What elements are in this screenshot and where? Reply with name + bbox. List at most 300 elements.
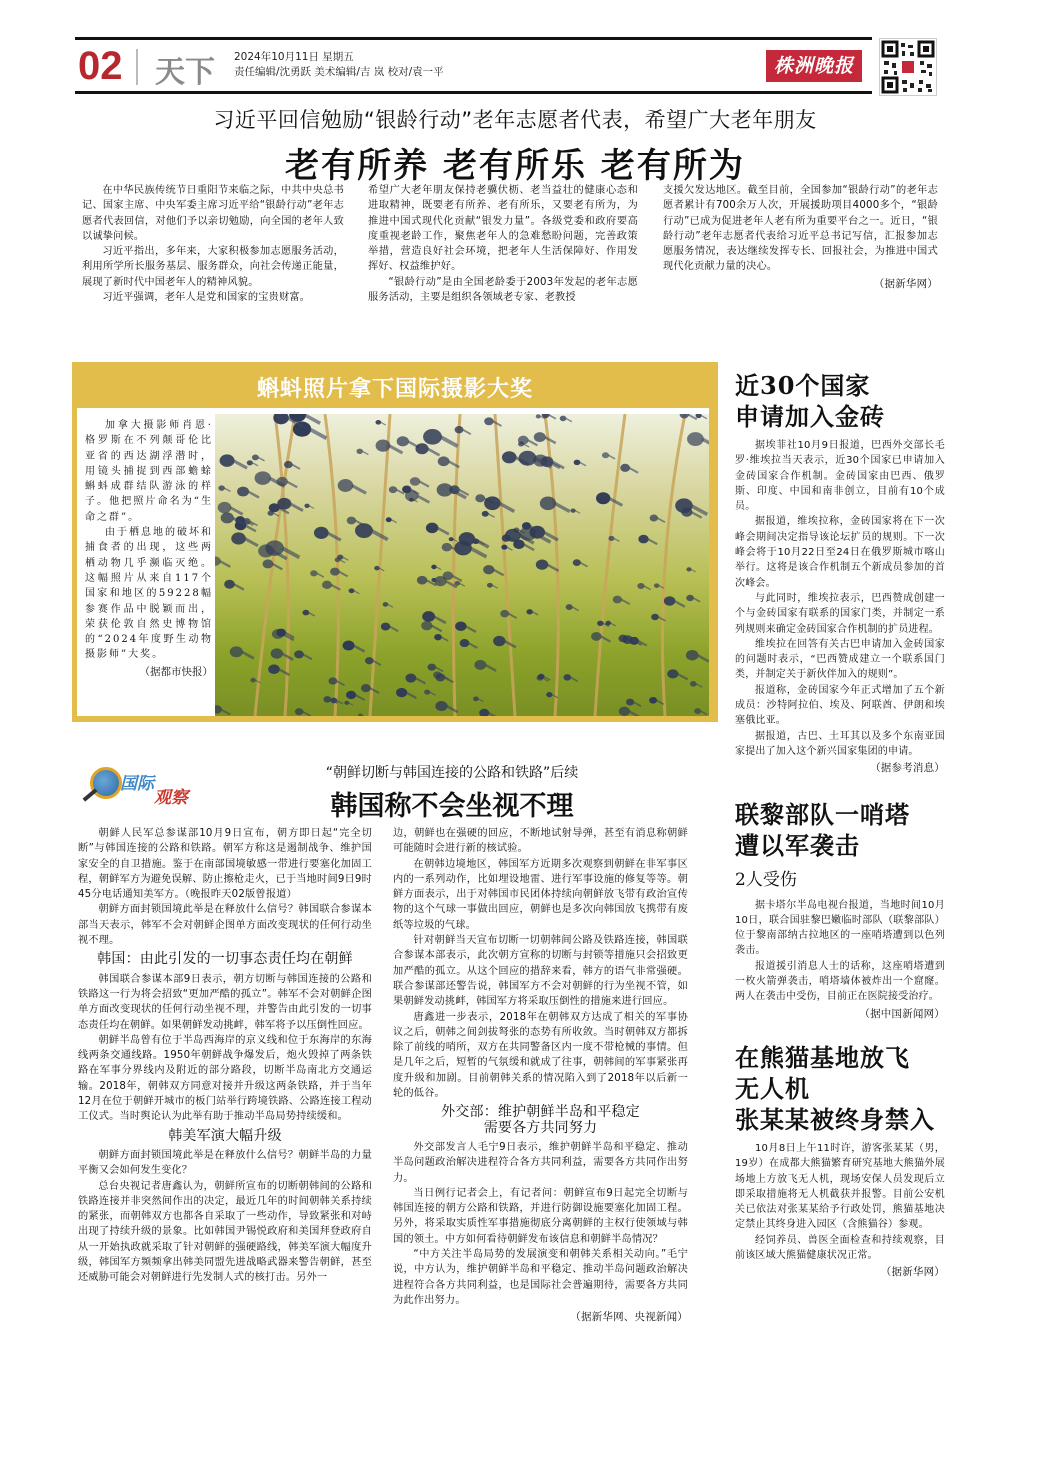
tadpole-tail <box>697 655 709 661</box>
qr-code-icon <box>879 38 937 96</box>
tadpole-tail <box>549 415 556 419</box>
tadpole <box>473 697 479 702</box>
tadpole <box>449 537 454 541</box>
tadpole <box>231 532 246 544</box>
tadpole <box>361 684 371 692</box>
tadpole <box>484 417 493 425</box>
tadpole-tail <box>339 572 348 577</box>
tadpole <box>347 517 356 525</box>
unifil-headline-1: 联黎部队一哨塔 <box>735 799 910 829</box>
tadpole-tail <box>488 514 494 518</box>
tadpole <box>381 623 390 631</box>
tadpole-tail <box>354 646 365 652</box>
tadpole-tail <box>233 461 247 468</box>
tadpole <box>534 432 546 442</box>
tadpole-tail <box>440 437 457 446</box>
lead-column-1 <box>82 183 344 305</box>
tadpole-tail <box>485 665 496 671</box>
tadpole-tail <box>230 508 243 515</box>
tadpole-tail <box>381 422 386 425</box>
tadpole-tail <box>575 511 580 514</box>
tadpole-tail <box>614 538 620 541</box>
tadpole <box>566 604 573 610</box>
tadpole-tail <box>648 539 657 544</box>
tadpole <box>335 557 341 562</box>
tadpole <box>574 460 581 466</box>
tadpole <box>482 511 489 517</box>
paragraph: 希望广大老年朋友保持老骥伏枥、老当益壮的健康心态和进取精神，既要老有所养、老有所乐，又要老有所为，为推进中国式现代化贡献“银发力量”。各级党委和政府要高度重视老龄工作，聚焦老年人的急难愁盼问题，完善政策举措，营造良好社会环境，把老年人生活保障好、作用发挥好、权益维护好。 <box>368 185 638 273</box>
tadpole-tail <box>221 709 230 714</box>
panda-source: （据新华网） <box>880 1266 945 1279</box>
tadpole <box>563 674 571 680</box>
tadpole-tail <box>478 699 483 702</box>
tadpole <box>255 471 271 485</box>
tadpole <box>649 697 657 704</box>
lead-column-2 <box>368 183 638 305</box>
tadpole <box>513 540 524 550</box>
tadpole <box>686 650 699 661</box>
tadpole-tail <box>441 637 448 641</box>
tadpole <box>314 527 329 539</box>
tadpole <box>654 583 660 588</box>
tadpole-tail <box>691 512 701 518</box>
tadpole <box>422 611 435 622</box>
tadpole <box>271 648 283 658</box>
tadpole <box>680 414 689 418</box>
tadpole <box>536 414 541 418</box>
tadpole <box>258 544 274 557</box>
tadpole-tail <box>572 607 578 611</box>
tadpole-tail <box>611 623 616 626</box>
tadpole-tail <box>435 667 443 671</box>
tadpole-tail <box>415 678 425 683</box>
tadpole <box>686 595 694 601</box>
photo-story-title: 蝌蚪照片拿下国际摄影大奖 <box>256 377 533 402</box>
tadpole-tail <box>362 451 368 454</box>
tadpole <box>376 440 391 452</box>
tadpole <box>237 487 249 497</box>
lead-source: （据新华网） <box>873 277 938 290</box>
tadpole <box>250 678 255 683</box>
tadpole <box>276 629 286 637</box>
tadpole-tail <box>677 674 687 680</box>
tadpole-tail <box>470 548 486 557</box>
tadpole-tail <box>621 600 630 605</box>
newspaper-logo: 株洲晚报 <box>766 50 862 82</box>
tadpole <box>500 610 509 617</box>
tadpole-tail <box>245 525 256 531</box>
korea-column-2 <box>393 826 688 1326</box>
tadpole <box>637 583 644 589</box>
tadpole <box>304 504 309 508</box>
tadpole-tail <box>701 416 707 419</box>
tadpole <box>608 536 614 541</box>
tadpole-tail <box>310 429 327 438</box>
tadpole <box>424 689 430 694</box>
lead-column-3 <box>663 183 938 292</box>
unifil-body <box>735 898 945 1022</box>
tadpole-tail <box>220 561 230 567</box>
tadpole <box>221 512 234 523</box>
tadpole-tail <box>419 481 429 486</box>
paragraph: 据卡塔尔半岛电视台报道，当地时间10月10日，联合国驻黎巴嫩临时部队（联黎部队）位于黎南部纳古拉地区的一座哨塔遭到以色列袭击。 <box>735 899 945 957</box>
paragraph: 朝鲜方面封锁国境此举是在释放什么信号？朝鲜半岛的力量平衡又会如何发生变化？ <box>78 1149 372 1177</box>
tadpole <box>487 583 493 588</box>
paragraph: 朝鲜方面封锁国境此举是在释放什么信号？韩国联合参谋本部当天表示，韩军不会对朝鲜企图单方面改变现状的任何行动坐视不理。 <box>78 904 372 947</box>
tadpole <box>374 566 379 571</box>
tadpole <box>459 532 475 546</box>
unifil-headline-2: 遭以军袭击 <box>735 830 860 860</box>
paragraph: 习近平指出，多年来，大家积极参加志愿服务活动，利用所学所长服务基层、服务群众，向社会传递正能量，展现了新时代中国老年人的精神风貌。 <box>82 246 344 288</box>
photo-story-box <box>72 362 718 722</box>
tadpole <box>218 485 225 490</box>
tadpole <box>346 691 356 699</box>
paragraph: 韩国联合参谋本部9日表示，朝方切断与韩国连接的公路和铁路这一行为将会招致“更加严酷的孤立”。韩军不会对朝鲜企图单方面改变现状的任何行动坐视不理，并警告由此引发的一切事态责任均在朝鲜。如果朝鲜发动挑衅，韩军将予以压倒性回应。 <box>78 973 372 1031</box>
tadpole-tail <box>463 430 471 434</box>
header-top-rule <box>75 37 872 40</box>
tadpole-tail <box>566 418 572 421</box>
korea-subhead-3a: 外交部：维护朝鲜半岛和平稳定 <box>441 1104 640 1121</box>
tadpole-tail <box>702 439 709 447</box>
tadpole <box>619 707 630 716</box>
tadpole <box>426 523 439 533</box>
tadpole-tail <box>691 569 696 572</box>
tadpole-tail <box>437 528 449 534</box>
tadpole-tail <box>524 444 530 447</box>
tadpole-tail <box>352 485 366 493</box>
tadpole-tail <box>349 703 353 705</box>
tadpole <box>343 641 355 651</box>
korea-kicker: “朝鲜切断与韩国连接的公路和铁路”后续 <box>325 765 579 781</box>
photo-caption <box>85 418 213 680</box>
tadpole <box>277 498 291 510</box>
tadpole <box>483 565 494 574</box>
tadpole-tail <box>292 465 300 469</box>
tadpole <box>247 460 253 465</box>
paragraph: 报道称，金砖国家今年正式增加了五个新成员：沙特阿拉伯、埃及、阿联酋、伊朗和埃塞俄比亚。 <box>735 684 945 727</box>
unifil-source: （据中国新闻网） <box>859 1007 945 1020</box>
korea-subhead-2: 韩美军演大幅升级 <box>168 1127 282 1144</box>
tadpole <box>664 596 675 606</box>
tadpole <box>349 588 355 593</box>
tadpole-tail <box>524 544 534 550</box>
tadpole-tail <box>391 520 396 523</box>
tadpole-tail <box>309 506 314 509</box>
tadpole-tail <box>434 617 446 623</box>
tadpole <box>344 701 349 705</box>
tadpole <box>427 664 436 671</box>
badge-text-2: 观察 <box>154 788 188 808</box>
tadpole-tail <box>466 626 476 632</box>
header-divider <box>136 49 138 85</box>
tadpole <box>690 681 697 687</box>
tadpole-tail <box>657 518 665 522</box>
korea-column-1 <box>78 826 372 1286</box>
tadpole <box>696 414 702 418</box>
column-badge <box>82 765 217 807</box>
tadpole <box>484 496 500 510</box>
tadpole-tail <box>580 563 587 567</box>
tadpole-tail <box>693 598 700 602</box>
caption-paragraph: 由于栖息地的破坏和捕食者的出现，这些两栖动物几乎濒临灭绝。这幅照片从来自117个国家和地区的59228幅参赛作品中脱颖而出，荣获伦敦自然史博物馆的“2024年度野生动物摄影师”大奖。 <box>85 527 213 661</box>
tadpole-tail <box>432 626 442 632</box>
brics-headline-1: 近30个国家 <box>735 371 871 400</box>
tadpole <box>375 420 381 425</box>
tadpole <box>423 429 442 445</box>
tadpole-tail <box>629 468 638 473</box>
tadpole <box>410 477 420 486</box>
tadpole-tail <box>488 713 497 716</box>
tadpole <box>546 692 552 697</box>
tadpole-tail <box>303 712 311 716</box>
tadpole-tail <box>305 415 321 423</box>
brics-source: （据参考消息） <box>870 762 945 775</box>
tadpole-tail <box>234 584 244 589</box>
badge-text-1: 国际 <box>120 774 154 794</box>
brics-body <box>735 438 945 777</box>
tadpole <box>224 580 235 589</box>
page-number: 02 <box>78 44 123 88</box>
tadpole-tail <box>634 702 642 706</box>
tadpole <box>415 443 428 454</box>
tadpole <box>431 565 436 570</box>
tadpole-tail <box>609 455 616 459</box>
paragraph: 朝鲜人民军总参谋部10月9日宣布，朝方即日起“完全切断”与韩国连接的公路和铁路。朝军方称这是遏制战争、维护国家安全的自卫措施。鉴于在南部国境敏感一带进行要塞化加固工程，朝鲜军方为避免误解、防止擦枪走火，已于当地时间9日9时45分电话通知美军方。（晚报昨天02版曾报道） <box>78 828 372 901</box>
tadpole-tail <box>252 463 258 466</box>
tadpole <box>638 535 648 544</box>
tadpole <box>540 497 556 511</box>
tadpole <box>460 639 470 647</box>
tadpole-tail <box>371 531 387 540</box>
paragraph: 与此同时，维埃拉表示，巴西赞成创建一个与金砖国家有联系的国家门类，并制定一系列规则来确定金砖国家合作机制的扩员进程。 <box>735 592 945 635</box>
paragraph: 在朝韩边境地区，韩国军方近期多次观察到朝鲜在非军事区内的一系列动作，比如埋设地雷、进行军事设施的修复等等。朝鲜方面表示，出于对韩国市民团体持续向朝鲜放飞带有政治宣传物的这个气球一事做出回应，朝鲜也是多次向韩国放飞携带有废纸等垃圾的气球。 <box>393 858 688 931</box>
paragraph: 据报道，古巴、土耳其以及多个东南亚国家提出了加入这个新兴国家集团的申请。 <box>735 730 945 757</box>
brics-headline-2: 申请加入金砖 <box>735 402 885 431</box>
korea-headline: 韩国称不会坐视不理 <box>330 791 574 822</box>
tadpole <box>502 451 517 463</box>
tadpole-tail <box>430 692 436 695</box>
lead-kicker: 习近平回信勉励“银龄行动”老年志愿者代表，希望广大老年朋友 <box>213 108 817 132</box>
tadpole <box>519 451 537 466</box>
tadpole-tail <box>601 636 611 641</box>
tadpole-tail <box>428 449 440 456</box>
tadpole <box>686 567 691 571</box>
tadpole <box>455 621 466 631</box>
paragraph: 边，朝鲜也在强硬的回应，不断地试射导弹，甚至有消息称朝鲜可能随时会进行新的核试验。 <box>393 828 688 855</box>
tadpole-tail <box>674 601 684 607</box>
tadpole <box>355 523 373 538</box>
tadpole <box>310 570 317 576</box>
tadpole <box>513 528 519 533</box>
paragraph: 习近平强调，老年人是党和国家的宝贵财富。 <box>102 292 311 304</box>
tadpole <box>218 502 232 513</box>
tadpole <box>338 479 353 492</box>
tadpole-tail <box>629 711 639 716</box>
paragraph: 在中华民族传统节日重阳节来临之际，中共中央总书记、国家主席、中央军委主席习近平给“银龄行动”老年志愿者代表回信，对他们予以亲切勉励，向全国的老年人致以诚挚问候。 <box>82 185 344 242</box>
tadpole <box>397 436 409 446</box>
tadpole-tail <box>224 488 230 491</box>
header-bottom-rule <box>75 91 872 94</box>
tadpole <box>651 614 659 621</box>
tadpole-tail <box>417 496 429 503</box>
paragraph: 针对朝鲜当天宣布切断一切朝韩间公路及铁路连接，韩国联合参谋本部表示，此次朝方宣称的切断与封锁等措施只会招致更加严酷的孤立。从这个回应的措辞来看，韩方的语气非常强硬。联合参谋部还警告说，韩国军方不会对朝鲜的行为坐视不管，如果朝鲜发动挑衅，韩国军方将采取压倒性的措施来进行回应。 <box>393 935 688 1008</box>
tadpole <box>405 674 416 683</box>
tadpole <box>295 708 304 715</box>
korea-subhead-1: 韩国：由此引发的一切事态责任均在朝鲜 <box>97 951 353 968</box>
tadpole <box>421 621 432 630</box>
panda-headline-3: 张某某被终身禁入 <box>735 1104 935 1134</box>
tadpole <box>434 634 442 640</box>
tadpole-tail <box>696 684 702 687</box>
tadpole-tail <box>545 437 556 443</box>
tadpole <box>667 669 678 678</box>
tadpole <box>596 492 610 504</box>
tadpole-tail <box>303 654 312 659</box>
paragraph: “中方关注半岛局势的发展演变和朝韩关系相关动向。”毛宁说，中方认为，维护朝鲜半岛和平稳定、推动半岛问题政治解决进程符合各方共同利益，也是国际社会普遍期待，需要各方共同为此作出努力。 <box>393 1249 688 1306</box>
tadpole <box>443 571 453 580</box>
tadpole-tail <box>701 711 707 715</box>
tadpole-tail <box>493 570 503 576</box>
caption-paragraph: 加拿大摄影师肖恩·格罗斯在不列颠哥伦比亚省的西达湖浮潜时，用镜头捕捉到西部蟾蜍蝌蚪成群结队游泳的样子。他把照片命名为“生命之群”。 <box>85 420 213 523</box>
date-line: 2024年10月11日 星期五 <box>234 51 354 63</box>
tadpole <box>474 660 486 670</box>
tadpole <box>396 688 407 697</box>
tadpole-tail <box>287 482 297 488</box>
tadpole-tail <box>343 557 349 560</box>
tadpole <box>620 464 630 472</box>
photo-source: （据都市快报） <box>139 665 213 678</box>
tadpole-tail <box>242 652 254 659</box>
lead-headline: 老有所养 老有所乐 老有所为 <box>285 146 745 186</box>
paragraph: “银龄行动”是由全国老龄委于2003年发起的老年志愿服务活动，主要是组织各领域老专家、老教授 <box>368 276 638 304</box>
tadpole <box>501 545 507 550</box>
tadpole <box>675 498 693 513</box>
tadpole-tail <box>248 492 259 498</box>
tadpole <box>626 699 634 706</box>
tadpole-tail <box>469 643 478 648</box>
panda-headline-1: 在熊猫基地放飞 <box>735 1042 910 1072</box>
tadpole <box>479 709 489 716</box>
staff-line: 责任编辑/沈勇跃 美术编辑/吉 岚 校对/袁一平 <box>234 66 444 78</box>
tadpoles-photo <box>215 414 709 716</box>
tadpole <box>322 581 332 589</box>
tadpole <box>455 426 464 433</box>
paragraph: 据埃菲社10月9日报道，巴西外交部长毛罗·维埃拉当天表示，近30个国家已申请加入金砖国家合作机制。金砖国家由巴西、俄罗斯、印度、中国和南非创立，目前有10个成员。 <box>735 440 945 513</box>
tadpole-tail <box>580 462 586 465</box>
sidebar <box>735 370 945 1281</box>
tadpole <box>442 543 452 552</box>
tadpole <box>252 455 259 461</box>
tadpole-tail <box>460 583 465 586</box>
tadpole <box>536 559 548 569</box>
tadpole <box>537 675 544 681</box>
tadpole-tail <box>555 503 570 511</box>
tadpole <box>268 664 280 674</box>
tadpole <box>493 636 505 646</box>
tadpole <box>570 508 575 512</box>
tadpole <box>294 650 304 658</box>
tadpole <box>435 701 447 711</box>
tadpole <box>433 671 442 678</box>
tadpole <box>323 696 331 702</box>
tadpole-tail <box>272 564 282 569</box>
tadpole <box>417 576 427 585</box>
tadpole <box>431 578 436 582</box>
tadpole <box>330 568 340 576</box>
tadpole-tail <box>355 695 364 700</box>
tadpole <box>650 515 658 522</box>
tadpole <box>475 494 485 502</box>
paragraph: 支援欠发达地区。截至目前，全国参加“银龄行动”的老年志愿者累计有700余万人次，开展援助项目4000多个，“银龄行动”已成为促进老年人老有所为重要平台之一。近日，“银龄行动”老年志愿者代表给习近平总书记写信，汇报参加志愿服务情况，表达继续发挥专长、回报社会，为推进中国式现代化贡献力量的决心。 <box>663 185 938 273</box>
tadpole <box>438 456 450 466</box>
tadpole-tail <box>245 539 258 546</box>
tadpole <box>302 610 309 616</box>
tadpole-tail <box>688 415 697 420</box>
paragraph: 10月8日上午11时许，游客张某某（男，19岁）在成都大熊猫繁育研究基地大熊猫外展场地上方放飞无人机，现场安保人员发现后立即采取措施将无人机截获并报警。目前公安机关已依法对张某某给予行政处罚，熊猫基地决定禁止其终身进入园区（含熊猫谷）参观。 <box>735 1142 945 1231</box>
paragraph: 报道援引消息人士的话称，这座哨塔遭到一枚火箭弹袭击，哨塔墙体被炸出一个窟窿。两人在袭击中受伤，目前正在医院接受治疗。 <box>735 960 945 1003</box>
tadpole <box>518 442 524 447</box>
tadpole <box>329 677 338 684</box>
tadpole-tail <box>492 585 497 588</box>
paragraph: 据报道，维埃拉称，金砖国家将在下一次峰会期间决定指导该论坛扩员的规则。下一次峰会将于10月22日至24日在俄罗斯城市喀山举行。这将是该合作机制五个新成员参加的首次峰会。 <box>735 516 945 589</box>
tadpole <box>356 449 362 454</box>
tadpole-tail <box>258 457 264 460</box>
tadpole <box>622 635 633 644</box>
panda-headline-2: 无人机 <box>735 1073 810 1103</box>
tadpole <box>573 559 581 566</box>
tadpole-tail <box>388 604 393 607</box>
tadpole-tail <box>571 677 578 681</box>
tadpole <box>230 646 243 657</box>
tadpole-tail <box>309 613 315 616</box>
tadpole <box>694 708 701 714</box>
tadpole <box>358 714 363 716</box>
korea-subhead-3b: 需要各方共同努力 <box>483 1119 598 1136</box>
panda-body <box>735 1141 945 1281</box>
unifil-subheadline: 2人受伤 <box>735 869 797 890</box>
paragraph: 经饲养员、兽医全面检查和持续观察，目前该区域大熊猫健康状况正常。 <box>735 1234 945 1261</box>
tadpole <box>613 596 622 604</box>
tadpole-tail <box>354 591 359 594</box>
tadpole-tail <box>389 446 402 453</box>
tadpole <box>220 454 235 466</box>
tadpole-tail <box>406 693 416 699</box>
korea-source: （据新华网、央视新闻） <box>570 1311 688 1324</box>
tadpole <box>389 486 397 493</box>
paragraph: 总台央视记者唐鑫认为，朝鲜所宣布的切断朝韩间的公路和铁路连接并非突然间作出的决定，最近几年的时间朝韩关系持续的紧张，而朝韩双方也都各自采取了一些动作，导致紧张和对峙出现了持续升级的景象。比如韩国尹锡悦政府和美国拜登政府自从一开始执政就采取了针对朝鲜的强硬路线，韩美军演大幅度升级，韩国军方频频拿出韩美同盟先进战略武器来警告朝鲜，甚至还威胁可能会对朝鲜进行先发制人式的核打击。另外一 <box>78 1180 372 1284</box>
tadpole-tail <box>532 612 538 615</box>
tadpole <box>284 461 293 468</box>
magnifier-globe-icon <box>90 767 122 799</box>
tadpole-tail <box>340 560 345 563</box>
tadpole <box>597 621 603 626</box>
tadpole <box>386 517 392 522</box>
tadpole-tail <box>290 504 303 511</box>
tadpole-tail <box>436 567 441 570</box>
tadpole-tail <box>390 627 399 632</box>
section-title: 天下 <box>155 55 215 90</box>
tadpole <box>405 490 418 501</box>
tadpole <box>520 527 537 541</box>
tadpole <box>437 483 453 496</box>
paragraph: 当日例行记者会上，有记者问：朝鲜宣布9日起完全切断与韩国连接的朝方公路和铁路，并进行防御设施要塞化加固工程。另外，将采取实质性军事措施彻底分离朝鲜的主权行使领域与韩国的领土。中方如何看待朝鲜发布该信息和朝鲜半岛情况？ <box>393 1187 688 1245</box>
tadpole <box>526 609 532 614</box>
tadpole <box>602 452 609 458</box>
tadpole <box>365 657 374 664</box>
tadpole <box>215 705 222 713</box>
tadpole-tail <box>317 573 324 577</box>
tadpole-tail <box>507 547 513 550</box>
